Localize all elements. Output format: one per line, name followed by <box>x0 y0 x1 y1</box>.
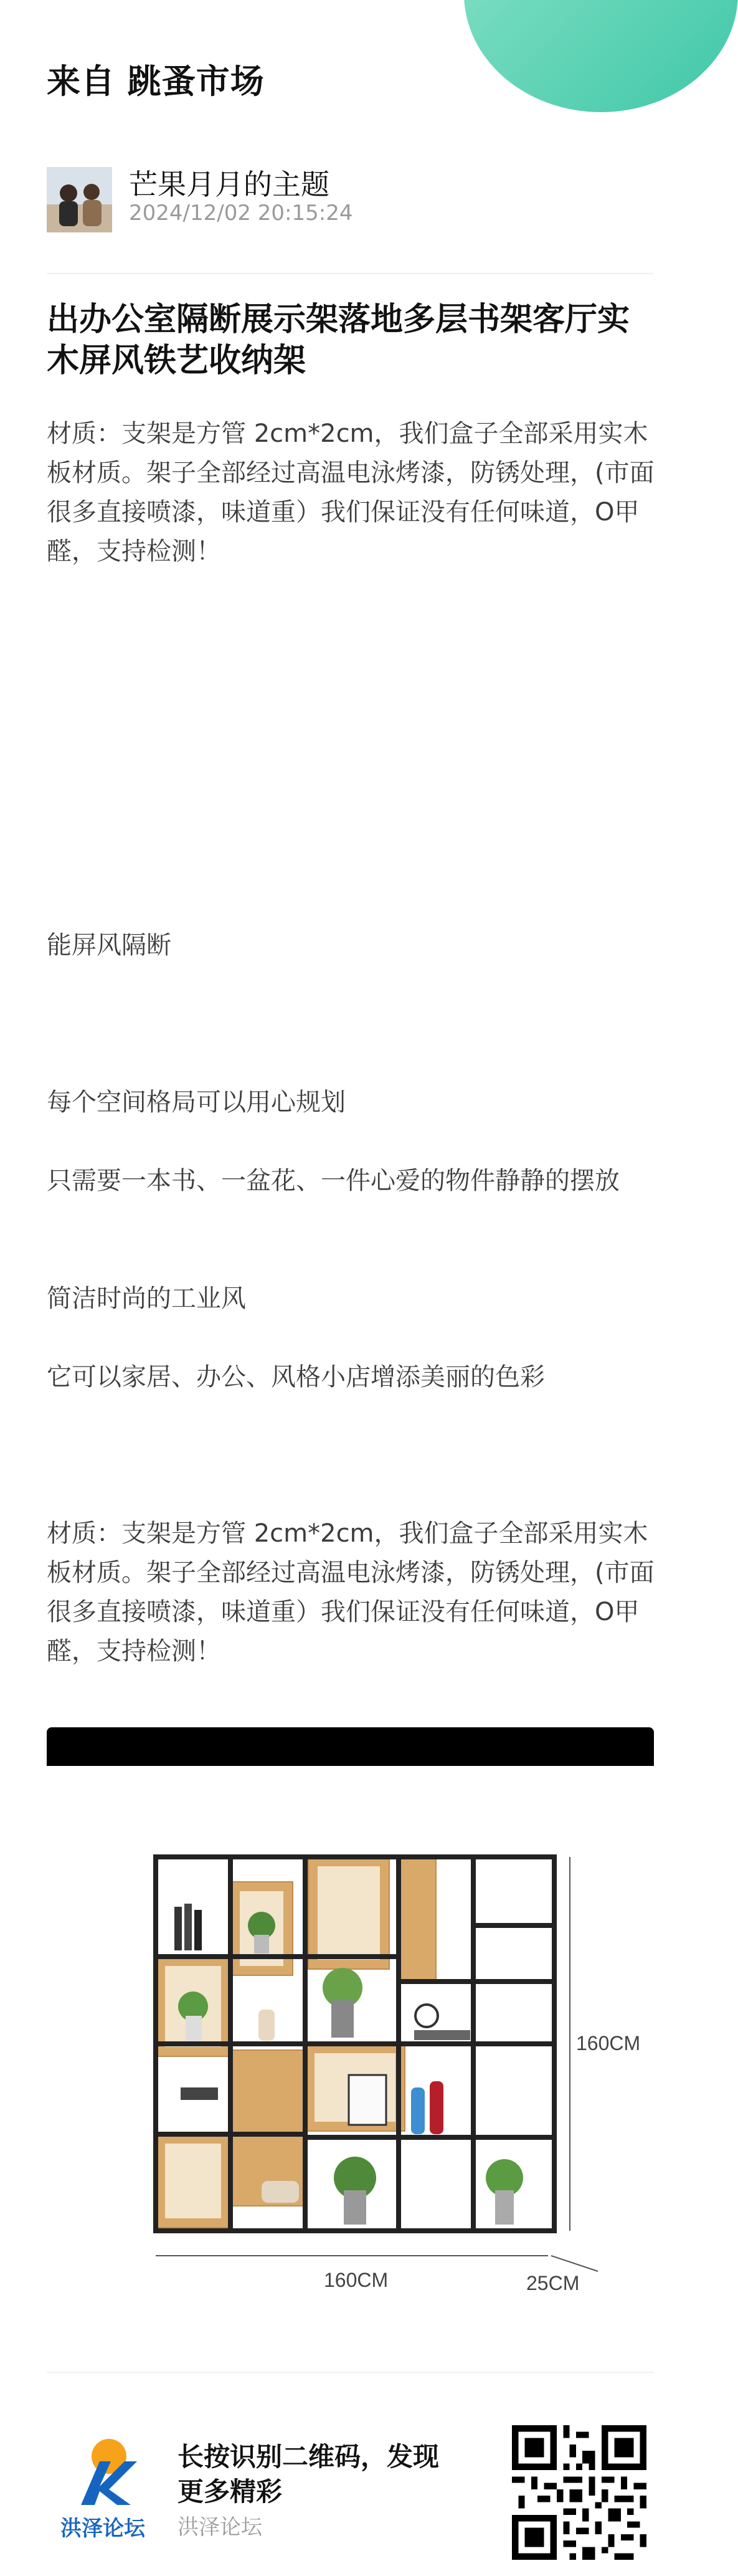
forum-logo-text: 洪泽论坛 <box>60 2516 145 2541</box>
depth-dimension-label: 25CM <box>526 2272 580 2294</box>
qr-code[interactable] <box>512 2425 646 2560</box>
image-top-bar <box>47 1727 654 1766</box>
feature-text-items: 只需要一本书、一盆花、一件心爱的物件静静的摆放 <box>47 1166 620 1195</box>
forum-logo-icon <box>56 2436 149 2511</box>
divider <box>47 2372 654 2373</box>
bookshelf-illustration <box>137 1832 641 2330</box>
material-description: 材质：支架是方管 2cm*2cm，我们盒子全部采用实木板材质。架子全部经过高温电泳烤漆，防锈处理，(市面很多直接喷漆，味道重）我们保证没有任何味道，O甲醛，支持检测！ <box>47 419 655 566</box>
feature-text-use: 它可以家居、办公、风格小店增添美丽的色彩 <box>47 1363 545 1391</box>
qr-source-text: 洪泽论坛 <box>177 2515 262 2540</box>
feature-text-space: 每个空间格局可以用心规划 <box>47 1088 346 1117</box>
author-row[interactable] <box>47 162 657 237</box>
divider <box>47 273 654 274</box>
share-footer[interactable] <box>0 2399 701 2576</box>
height-dimension-label: 160CM <box>576 2032 641 2054</box>
width-dimension-label: 160CM <box>324 2269 389 2291</box>
qr-prompt-text: 长按识别二维码，发现更多精彩 <box>177 2441 440 2507</box>
forum-logo <box>56 2436 149 2539</box>
feature-text-screen: 能屏风隔断 <box>47 931 171 960</box>
author-name[interactable]: 芒果月月的主题 <box>129 168 329 201</box>
feature-text-style: 简洁时尚的工业风 <box>47 1284 246 1313</box>
page-source-title: 来自 跳蚤市场 <box>47 62 265 101</box>
article-title: 出办公室隔断展示架落地多层书架客厅实木屏风铁艺收纳架 <box>47 301 630 379</box>
avatar[interactable] <box>47 167 112 232</box>
product-image[interactable] <box>137 1832 641 2330</box>
corner-decoration <box>464 0 738 112</box>
avatar-image <box>47 167 112 232</box>
post-timestamp: 2024/12/02 20:15:24 <box>129 201 353 226</box>
material-description-repeat: 材质：支架是方管 2cm*2cm，我们盒子全部采用实木板材质。架子全部经过高温电泳烤漆，防锈处理，(市面很多直接喷漆，味道重）我们保证没有任何味道，O甲醛，支持检测！ <box>47 1519 655 1666</box>
